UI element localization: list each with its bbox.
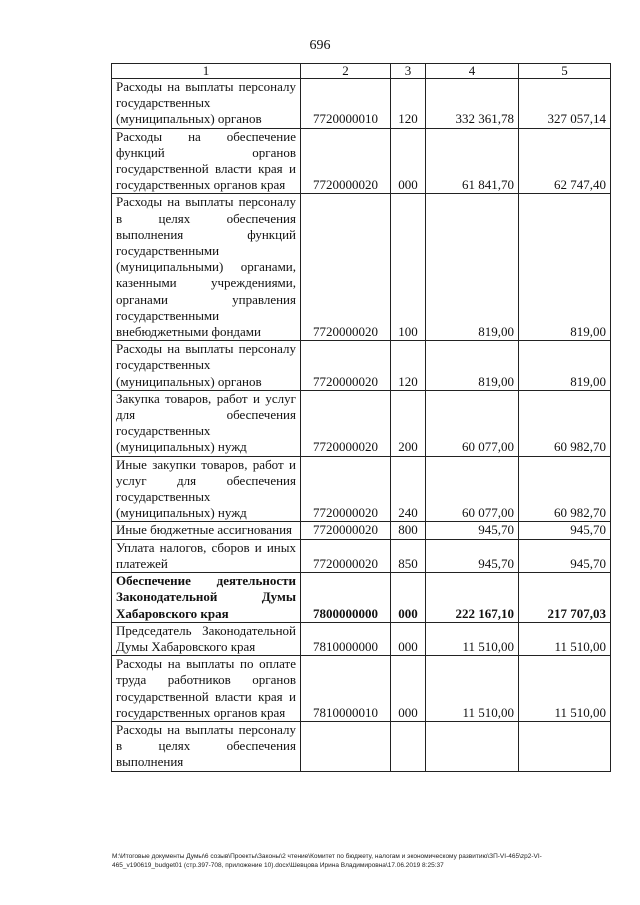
- cell-sum-2: 60 982,70: [519, 456, 611, 522]
- table-row: [112, 456, 611, 522]
- cell-target-code: 7800000000: [301, 573, 391, 623]
- cell-expense-name: Расходы на выплаты персоналу государственных (муниципальных) органов: [112, 341, 301, 391]
- table-row: [112, 721, 611, 771]
- cell-sum-2: 11 510,00: [519, 656, 611, 722]
- cell-target-code: 7720000020: [301, 456, 391, 522]
- budget-table: [111, 63, 611, 772]
- table-row: [112, 79, 611, 129]
- table-row: [112, 341, 611, 391]
- cell-expense-name: Расходы на выплаты персоналу в целях обеспечения выполнения функций государственными (муниципальными) органами, казенными учреждениями, органами управления государственными внебюджетными фондами: [112, 194, 301, 341]
- page-number: 696: [309, 38, 331, 53]
- cell-sum-1: 11 510,00: [426, 656, 519, 722]
- cell-expense-name: Расходы на выплаты персоналу в целях обеспечения выполнения: [112, 721, 301, 771]
- column-header-name: 1: [112, 64, 301, 79]
- cell-target-code: 7720000010: [301, 79, 391, 129]
- cell-target-code: 7720000020: [301, 341, 391, 391]
- table-row: [112, 539, 611, 572]
- cell-sum-2: 60 982,70: [519, 390, 611, 456]
- table-row: [112, 128, 611, 194]
- column-header-type: 3: [391, 64, 426, 79]
- cell-sum-2: 62 747,40: [519, 128, 611, 194]
- cell-expense-type: 000: [391, 573, 426, 623]
- cell-expense-type: 120: [391, 79, 426, 129]
- cell-expense-name: Иные закупки товаров, работ и услуг для обеспечения государственных (муниципальных) нужд: [112, 456, 301, 522]
- table-header-row: [112, 64, 611, 79]
- footer-line-1: M:\Итоговые документы Думы\6 созыв\Проекты\Законы\2 чтение\Комитет по бюджету, налогам и экономическому развитию\ЗП-VI-465\zp2-VI-: [112, 853, 542, 860]
- cell-sum-2: 819,00: [519, 194, 611, 341]
- cell-expense-type: 850: [391, 539, 426, 572]
- cell-sum-2: 945,70: [519, 522, 611, 539]
- table-row: [112, 573, 611, 623]
- cell-expense-name: Уплата налогов, сборов и иных платежей: [112, 539, 301, 572]
- table-row: [112, 390, 611, 456]
- cell-expense-name: Расходы на обеспечение функций органов государственной власти края и государственных органов края: [112, 128, 301, 194]
- budget-table-body: [112, 64, 611, 772]
- table-row: [112, 656, 611, 722]
- cell-target-code: 7720000020: [301, 128, 391, 194]
- cell-sum-1: [426, 721, 519, 771]
- cell-target-code: [301, 721, 391, 771]
- cell-target-code: 7720000020: [301, 194, 391, 341]
- cell-expense-type: 000: [391, 128, 426, 194]
- document-path-footer: [112, 852, 632, 870]
- cell-expense-type: 800: [391, 522, 426, 539]
- cell-sum-1: 11 510,00: [426, 622, 519, 655]
- cell-sum-1: 60 077,00: [426, 390, 519, 456]
- cell-expense-type: 000: [391, 656, 426, 722]
- cell-expense-name: Закупка товаров, работ и услуг для обеспечения государственных (муниципальных) нужд: [112, 390, 301, 456]
- column-header-code: 2: [301, 64, 391, 79]
- cell-sum-1: 945,70: [426, 539, 519, 572]
- footer-line-2: 465_v190619_budget01 (стр.397-708, приложение 10).docx\Шевцова Ирина Владимировна\17.06.2019 8:25:37: [112, 862, 444, 869]
- cell-sum-1: 819,00: [426, 194, 519, 341]
- cell-sum-1: 60 077,00: [426, 456, 519, 522]
- column-header-sum-2: 5: [519, 64, 611, 79]
- cell-sum-1: 222 167,10: [426, 573, 519, 623]
- cell-expense-name: Расходы на выплаты персоналу государственных (муниципальных) органов: [112, 79, 301, 129]
- cell-expense-type: 100: [391, 194, 426, 341]
- cell-target-code: 7720000020: [301, 522, 391, 539]
- cell-expense-type: 120: [391, 341, 426, 391]
- cell-target-code: 7720000020: [301, 539, 391, 572]
- table-row: [112, 522, 611, 539]
- cell-expense-name: Председатель Законодательной Думы Хабаровского края: [112, 622, 301, 655]
- cell-target-code: 7810000010: [301, 656, 391, 722]
- cell-sum-2: 945,70: [519, 539, 611, 572]
- cell-expense-type: [391, 721, 426, 771]
- cell-expense-name: Иные бюджетные ассигнования: [112, 522, 301, 539]
- cell-sum-1: 332 361,78: [426, 79, 519, 129]
- cell-sum-2: 327 057,14: [519, 79, 611, 129]
- cell-sum-2: [519, 721, 611, 771]
- column-header-sum-1: 4: [426, 64, 519, 79]
- cell-sum-1: 819,00: [426, 341, 519, 391]
- cell-sum-2: 819,00: [519, 341, 611, 391]
- cell-target-code: 7720000020: [301, 390, 391, 456]
- table-row: [112, 622, 611, 655]
- cell-sum-1: 945,70: [426, 522, 519, 539]
- cell-sum-2: 217 707,03: [519, 573, 611, 623]
- cell-sum-2: 11 510,00: [519, 622, 611, 655]
- cell-expense-type: 000: [391, 622, 426, 655]
- cell-target-code: 7810000000: [301, 622, 391, 655]
- cell-expense-name: Расходы на выплаты по оплате труда работников органов государственной власти края и государственных органов края: [112, 656, 301, 722]
- table-row: [112, 194, 611, 341]
- cell-sum-1: 61 841,70: [426, 128, 519, 194]
- cell-expense-name: Обеспечение деятельности Законодательной Думы Хабаровского края: [112, 573, 301, 623]
- cell-expense-type: 200: [391, 390, 426, 456]
- cell-expense-type: 240: [391, 456, 426, 522]
